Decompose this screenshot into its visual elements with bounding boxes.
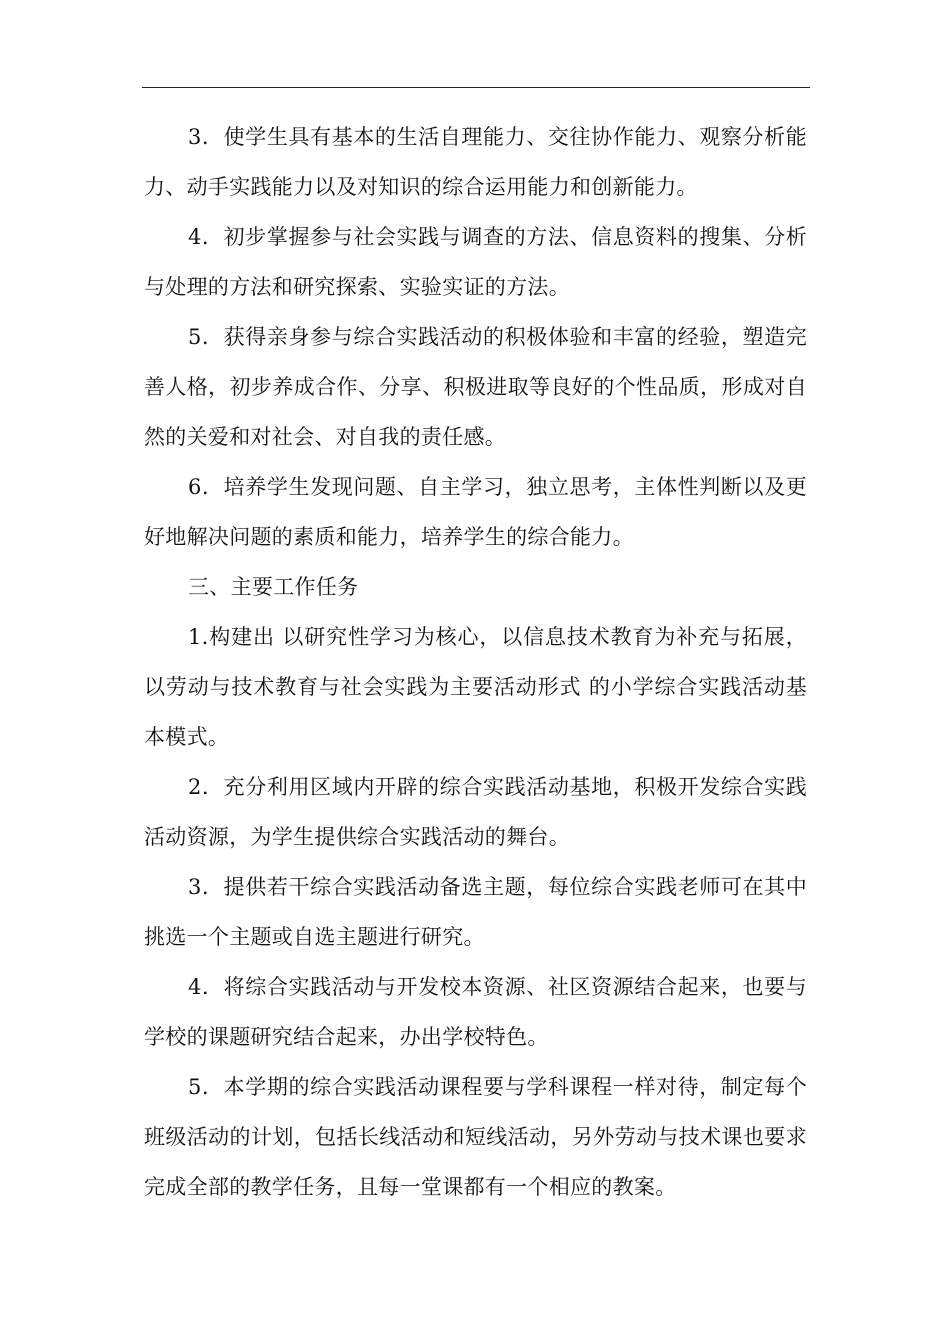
paragraph-task-1: 1.构建出 以研究性学习为核心，以信息技术教育为补充与拓展，以劳动与技术教育与社会实践为主要活动形式 的小学综合实践活动基本模式。 [144, 625, 807, 749]
paragraph-goal-4: 4．初步掌握参与社会实践与调查的方法、信息资料的搜集、分析与处理的方法和研究探索、实验实证的方法。 [144, 225, 807, 299]
paragraph-goal-5: 5．获得亲身参与综合实践活动的积极体验和丰富的经验，塑造完善人格，初步养成合作、分享、积极进取等良好的个性品质，形成对自然的关爱和对社会、对自我的责任感。 [144, 325, 807, 449]
paragraph-goal-3: 3．使学生具有基本的生活自理能力、交往协作能力、观察分析能力、动手实践能力以及对知识的综合运用能力和创新能力。 [144, 125, 807, 199]
paragraph-task-2: 2．充分利用区域内开辟的综合实践活动基地，积极开发综合实践活动资源，为学生提供综合实践活动的舞台。 [144, 775, 807, 849]
paragraph-task-3: 3．提供若干综合实践活动备选主题，每位综合实践老师可在其中挑选一个主题或自选主题进行研究。 [144, 875, 807, 949]
paragraph-task-4: 4．将综合实践活动与开发校本资源、社区资源结合起来，也要与学校的课题研究结合起来，办出学校特色。 [144, 975, 807, 1049]
paragraph-task-5: 5．本学期的综合实践活动课程要与学科课程一样对待，制定每个班级活动的计划，包括长线活动和短线活动，另外劳动与技术课也要求完成全部的教学任务，且每一堂课都有一个相应的教案。 [144, 1075, 807, 1199]
document-body [144, 112, 807, 1212]
paragraph-goal-6: 6．培养学生发现问题、自主学习，独立思考，主体性判断以及更好地解决问题的素质和能力，培养学生的综合能力。 [144, 475, 807, 549]
header-rule [142, 87, 810, 88]
section-heading: 三、主要工作任务 [188, 575, 359, 599]
